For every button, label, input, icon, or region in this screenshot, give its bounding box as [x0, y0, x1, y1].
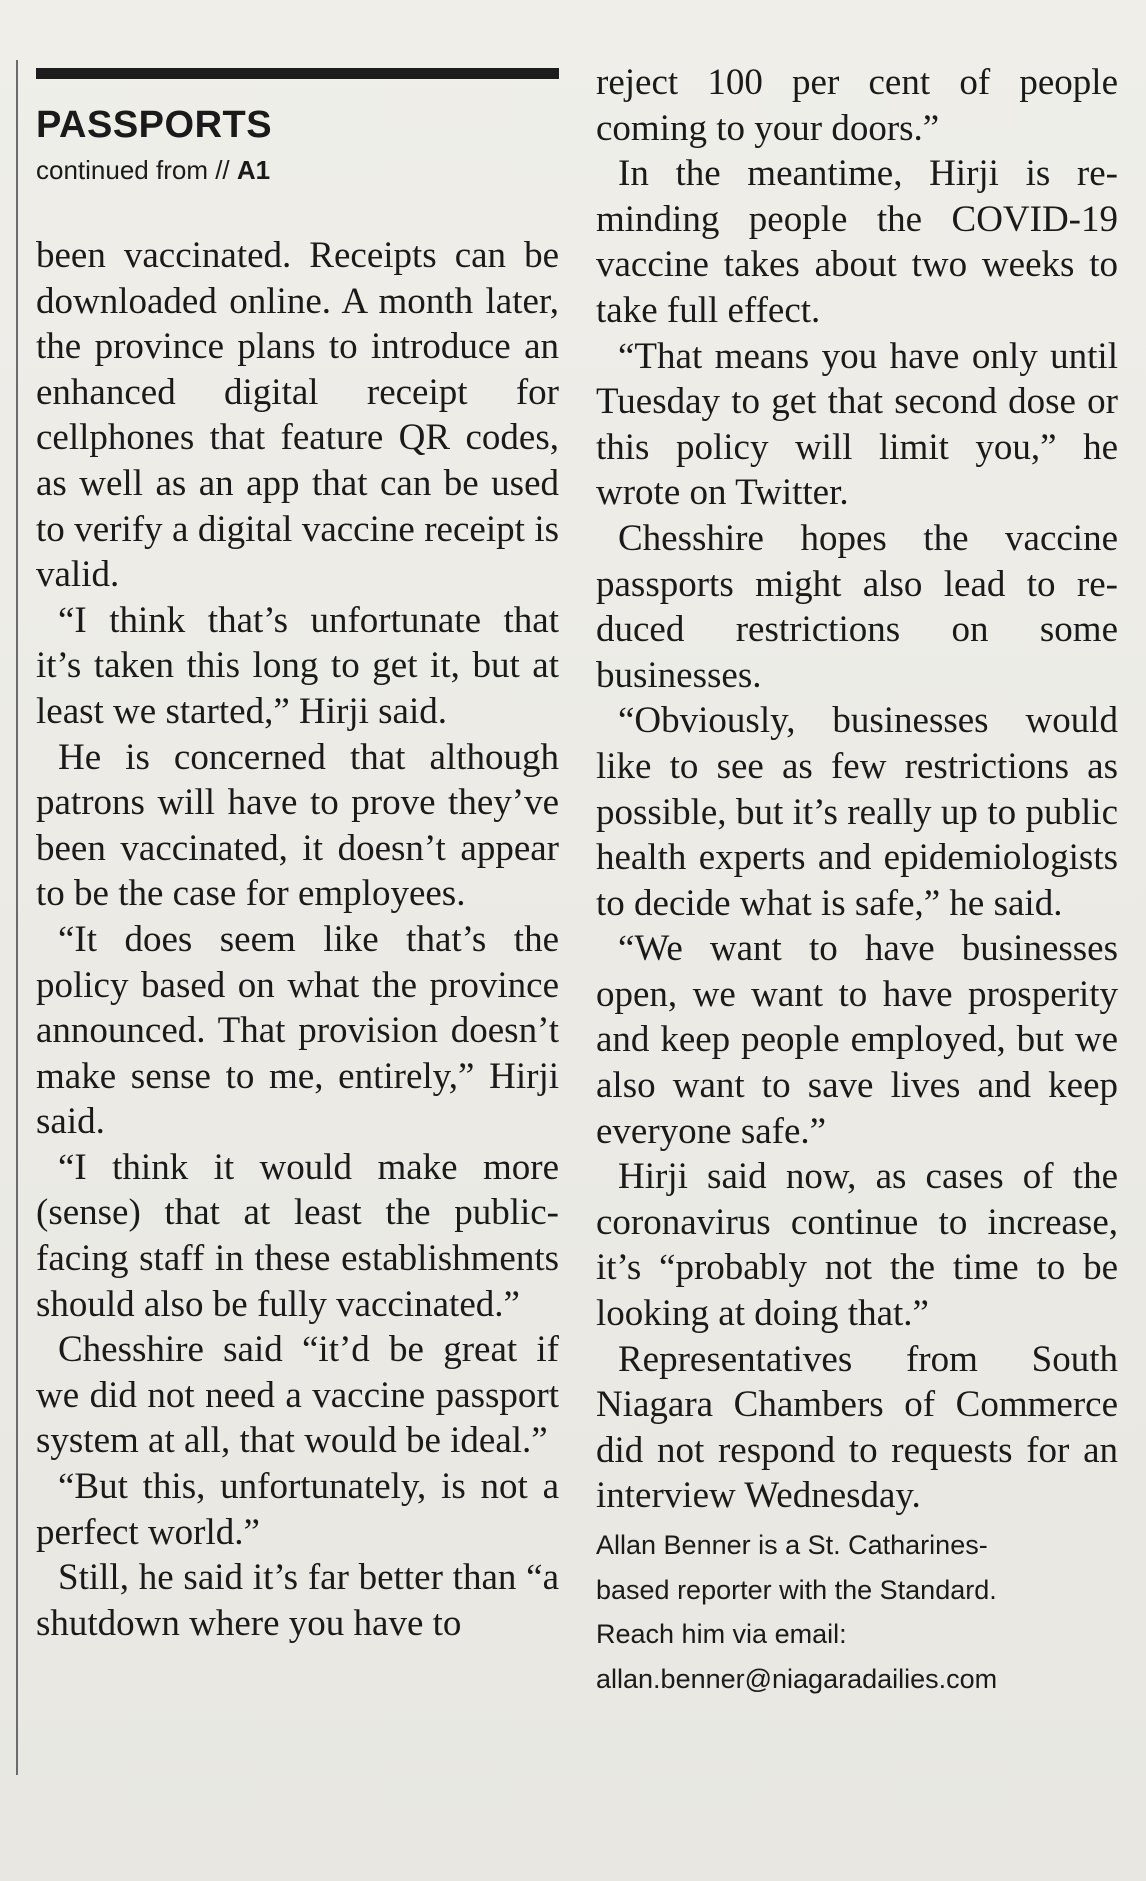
article-paragraph: “But this, unfortunately, is not a perfect world.”: [36, 1466, 559, 1553]
author-email: allan.benner@niagaradailies.com: [596, 1663, 998, 1694]
article-paragraph: “I think it would make more (sense) that at least the public-facing staff in these establishments should also be fully vaccinated.”: [36, 1146, 559, 1325]
continued-from-line: [36, 155, 270, 186]
continued-prefix: continued from //: [36, 155, 230, 185]
column-rule: [16, 60, 18, 1775]
author-bio-line: Allan Benner is a St. Catharines-: [596, 1530, 988, 1560]
author-bio-line: based reporter with the Standard.: [596, 1574, 997, 1605]
article-paragraph: reject 100 per cent of people coming to your doors.”: [596, 62, 1118, 149]
article-paragraph: Hirji said now, as cases of the coronavirus continue to increase, it’s “probably not the time to be looking at doing that.”: [596, 1156, 1118, 1335]
article-paragraph: “It does seem like that’s the policy based on what the province announced. That provision doesn’t make sense to me, entirely,” Hirji said.: [36, 918, 559, 1143]
article-paragraph: Chesshire hopes the vaccine passports might also lead to reduced restrictions on some businesses.: [596, 517, 1118, 696]
right-column: [596, 60, 1118, 1701]
section-top-bar: [36, 68, 559, 79]
article-paragraph: “Obviously, businesses would like to see as few restrictions as possible, but it’s really up to public health experts and epidemiologists to decide what is safe,” he said.: [596, 700, 1118, 924]
story-kicker: PASSPORTS: [36, 104, 273, 146]
author-bio-line: Reach him via email:: [596, 1619, 847, 1649]
article-paragraph: “That means you have only until Tuesday to get that second dose or this policy will limit you,” he wrote on Twitter.: [596, 335, 1118, 514]
article-paragraph: “We want to have businesses open, we want to have prosperity and keep people employed, but we also want to save lives and keep everyone safe.”: [596, 928, 1118, 1152]
article-paragraph: Chesshire said “it’d be great if we did not need a vaccine passport system at all, that would be ideal.”: [36, 1329, 559, 1462]
article-paragraph: been vaccinated. Receipts can be downloaded online. A month later, the province plans to introduce an enhanced digital receipt for cellphones that feature QR codes, as well as an app that can be used to verify a digital vaccine receipt is valid.: [36, 235, 559, 596]
continued-page-ref: A1: [236, 155, 271, 185]
left-column: [36, 233, 559, 1646]
article-paragraph: He is concerned that although patrons will have to prove they’ve been vaccinated, it doesn’t appear to be the case for employees.: [36, 736, 559, 915]
article-paragraph: Still, he said it’s far better than “a shutdown where you have to: [36, 1557, 559, 1644]
article-paragraph: In the meantime, Hirji is reminding people the COVID-19 vaccine takes about two weeks to take full effect.: [596, 153, 1118, 331]
article-paragraph: “I think that’s unfortunate that it’s taken this long to get it, but at least we started,” Hirji said.: [36, 599, 559, 732]
article-paragraph: Representatives from South Niagara Chambers of Commerce did not respond to requests for an interview Wednesday.: [596, 1338, 1118, 1517]
author-bio: [596, 1523, 1118, 1701]
